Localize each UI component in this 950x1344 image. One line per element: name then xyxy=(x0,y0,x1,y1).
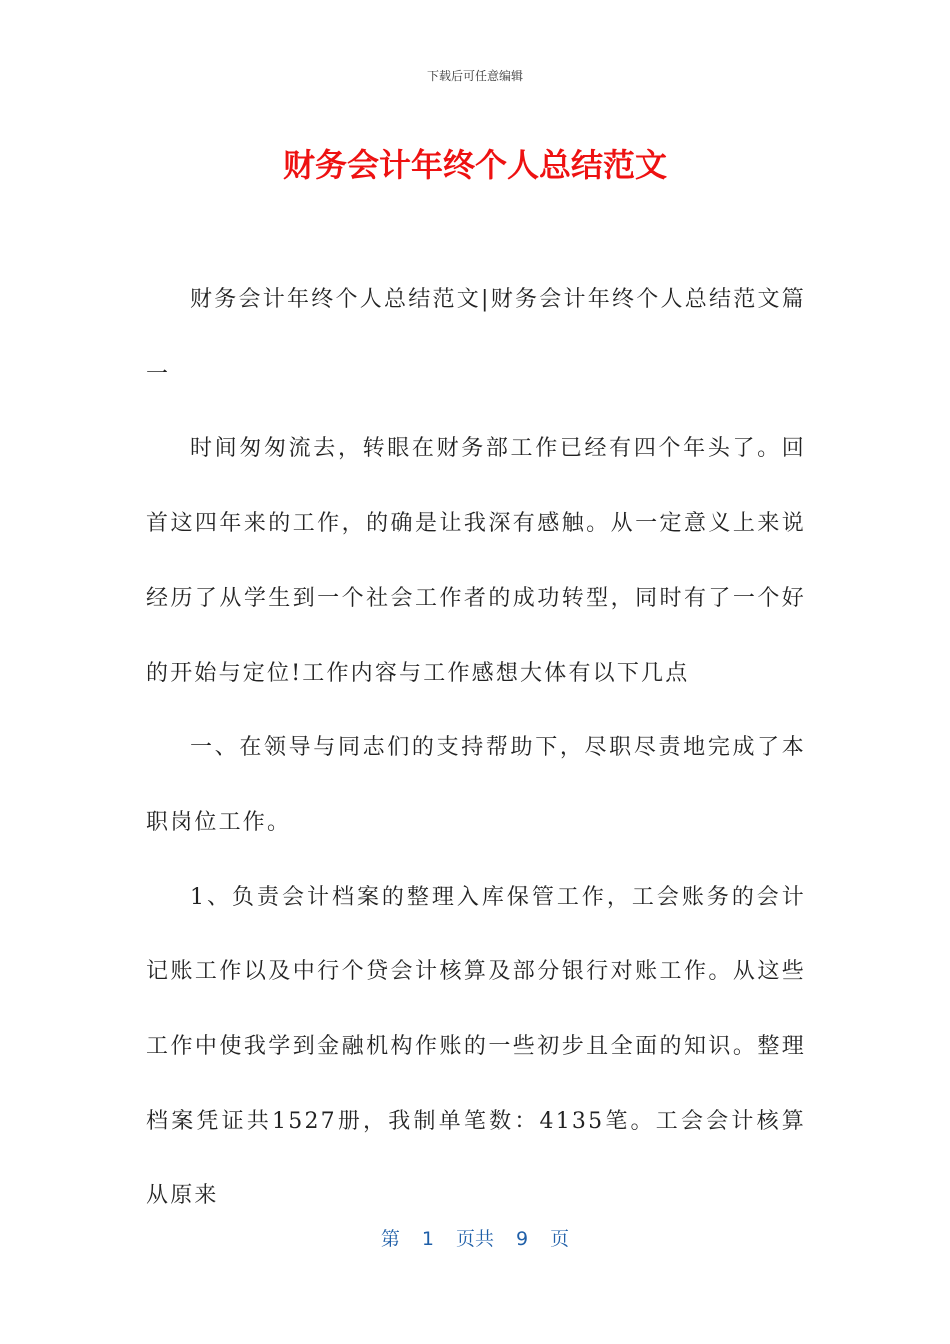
page-footer xyxy=(0,1226,950,1252)
footer-prefix: 第 xyxy=(380,1228,400,1250)
footer-mid: 页共 xyxy=(455,1228,494,1250)
paragraph-subtitle: 财务会计年终个人总结范文|财务会计年终个人总结范文篇一 xyxy=(146,287,806,387)
footer-suffix: 页 xyxy=(550,1228,570,1250)
header-note: 下载后可任意编辑 xyxy=(426,69,523,83)
document-title: 财务会计年终个人总结范文 xyxy=(282,146,667,184)
document-body xyxy=(146,263,806,1234)
footer-current-page: 1 xyxy=(421,1228,434,1250)
paragraph-item-one: 1、负责会计档案的整理入库保管工作，工会账务的会计记账工作以及中行个贷会计核算及部分银行对账工作。从这些工作中使我学到金融机构作账的一些初步且全面的知识。整理档案凭证共1527册，我制单笔数：4135笔。工会会计核算从原来 xyxy=(146,884,806,1209)
footer-total-pages: 9 xyxy=(516,1228,529,1250)
paragraph-intro: 时间匆匆流去，转眼在财务部工作已经有四个年头了。回首这四年来的工作，的确是让我深有感触。从一定意义上来说经历了从学生到一个社会工作者的成功转型，同时有了一个好的开始与定位!工作内容与工作感想大体有以下几点 xyxy=(146,436,806,686)
paragraph-section-one: 一、在领导与同志们的支持帮助下，尽职尽责地完成了本职岗位工作。 xyxy=(146,735,806,835)
